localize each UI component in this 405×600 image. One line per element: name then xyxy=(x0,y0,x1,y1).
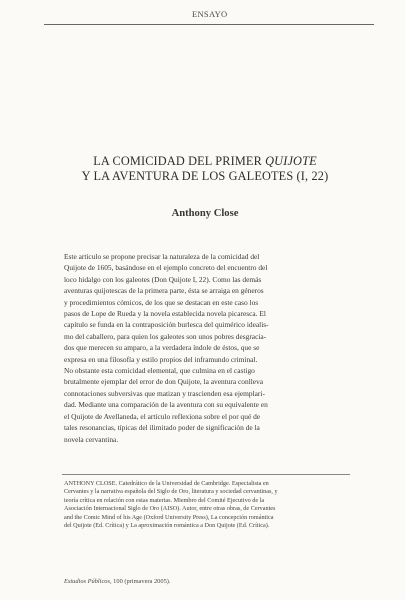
footnote-line: del Quijote (Ed. Crítica) y La aproximación romántica a Don Quijote (Ed. Crítica). xyxy=(64,522,270,530)
abstract-line: capítulo se funda en la contraposición burlesca del quimérico idealis- xyxy=(64,320,269,330)
footnote-line: teoría crítica en relación con estas materias. Miembro del Comité Ejecutivo de la xyxy=(64,496,265,504)
abstract-line: Este artículo se propone precisar la naturaleza de la comicidad del xyxy=(64,252,260,261)
abstract-line: mo del caballero, para quien los galeotes son unos pobres desgracia- xyxy=(64,331,267,341)
abstract-line: dad. Mediante una comparación de la aventura con su equivalente en xyxy=(64,400,268,410)
section-header: ENSAYO xyxy=(192,9,228,19)
abstract-line: loco hidalgo con los galeotes (Don Quijote I, 22). Como las demás xyxy=(64,274,262,284)
abstract-line: aventuras quijotescas de la primera parte, ésta se arraiga en géneros xyxy=(64,286,264,296)
author-name: Anthony Close xyxy=(171,208,239,219)
abstract-line: No obstante esta comicidad elemental, que culmina en el castigo xyxy=(64,366,255,376)
abstract-line: brutalmente ejemplar del error de don Quijote, la aventura conlleva xyxy=(64,377,264,387)
abstract-line: connotaciones subversivas que matizan y trascienden esa ejemplari- xyxy=(64,388,265,398)
footnote-line: and the Comic Mind of his Age (Oxford University Press), La concepción romántica xyxy=(64,513,274,521)
abstract-paragraph xyxy=(64,251,348,445)
footnote-divider xyxy=(62,474,350,475)
title-line-2: Y LA AVENTURA DE LOS GALEOTES (I, 22) xyxy=(81,169,329,183)
footnote-line: Asociación Internacional Siglo de Oro (AISO). Autor, entre otras obras, de Cervantes xyxy=(64,505,276,513)
journal-citation xyxy=(64,578,171,585)
abstract-line: y procedimientos cómicos, de los que se destacan en este caso los xyxy=(64,297,259,307)
title-quijote-italic: QUIJOTE xyxy=(265,154,317,168)
author-footnote xyxy=(64,480,348,530)
header-divider xyxy=(44,24,374,25)
abstract-line: pasos de Lope de Rueda y la novela establecida novela picaresca. El xyxy=(64,309,266,319)
footnote-line: ANTHONY CLOSE. Catedrático de la Universidad de Cambridge. Especialista en xyxy=(64,480,269,487)
article-title xyxy=(40,154,370,184)
abstract-line: el Quijote de Avellaneda, el artículo reflexiona sobre el por qué de xyxy=(64,411,261,421)
journal-name: Estudios Públicos, xyxy=(64,578,112,585)
abstract-line: novela cervantina. xyxy=(64,434,119,444)
abstract-line: expresa en una filosofía y estilo propios del inframundo criminal. xyxy=(64,354,258,364)
abstract-line: dos que merecen su amparo, a la verdadera índole de éstos, que se xyxy=(64,343,260,353)
abstract-line: tales resonancias, típicas del ilimitado poder de significación de la xyxy=(64,423,260,433)
title-line-1 xyxy=(40,154,370,169)
abstract-line: Quijote de 1605, basándose en el ejemplo concreto del encuentro del xyxy=(64,263,268,273)
journal-issue: 100 (primavera 2005). xyxy=(111,578,171,585)
footnote-line: Cervantes y la narrativa española del Siglo de Oro, literatura y sociedad cervantinas, y xyxy=(64,488,278,496)
title-line-1-text: LA COMICIDAD DEL PRIMER xyxy=(93,154,266,168)
